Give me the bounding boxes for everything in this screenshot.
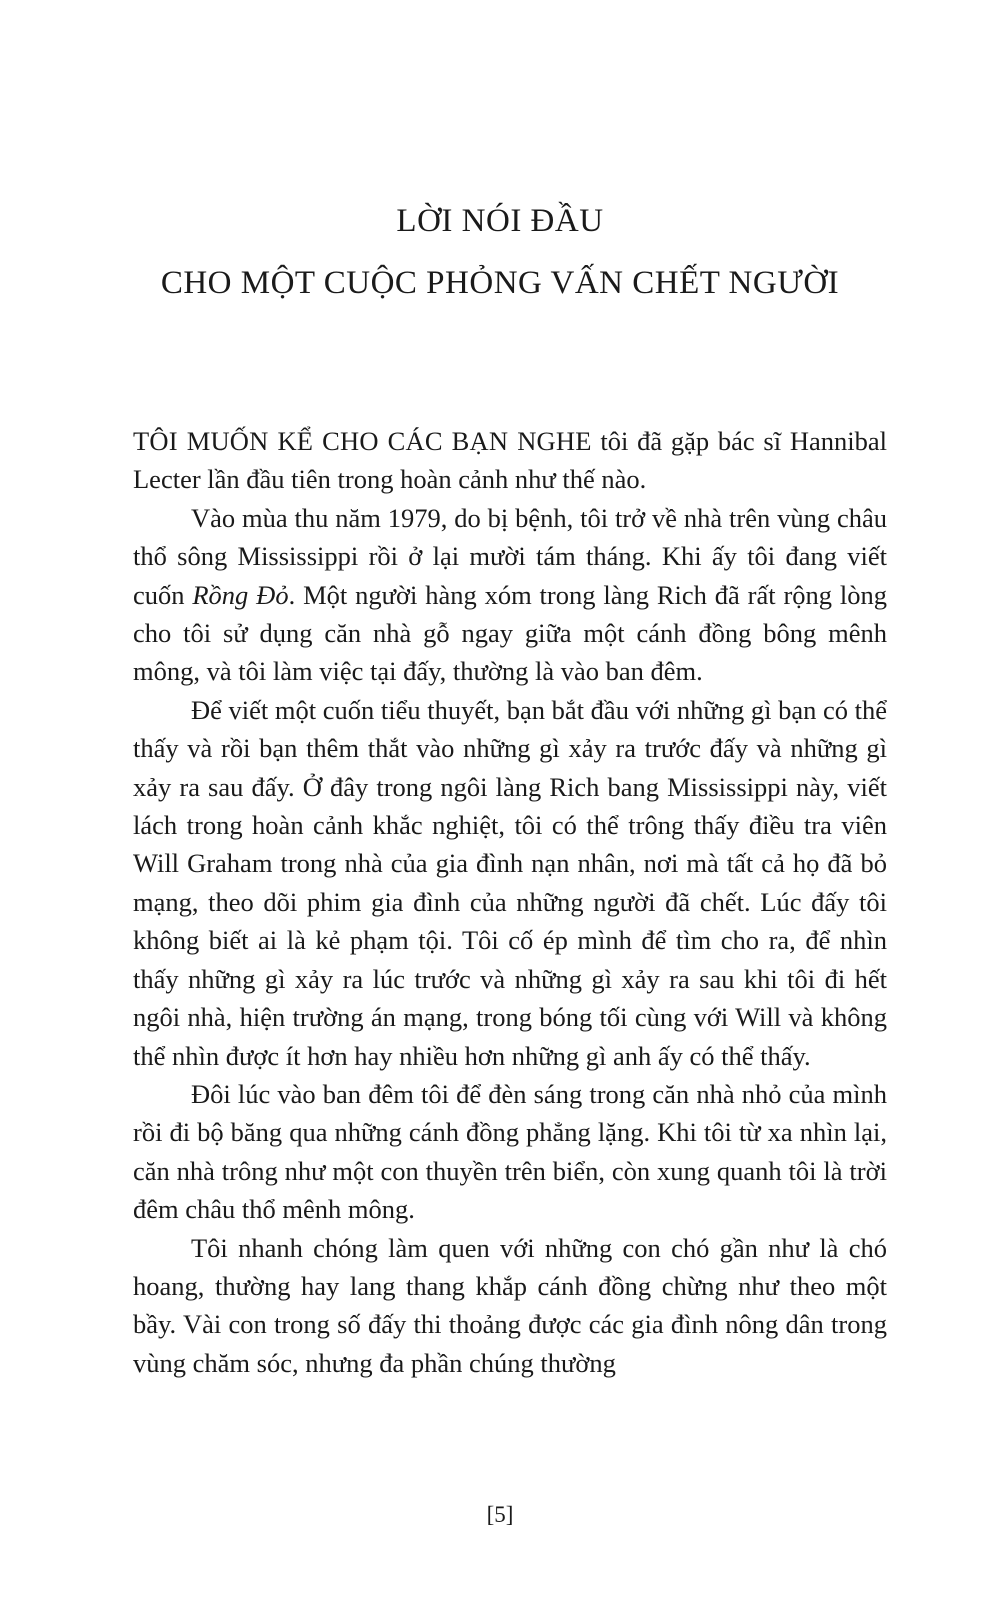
paragraph-1-text: tôi đã gặp bác sĩ Hannibal Lecter lần đầu tiên trong hoàn cảnh như thế nào. [133,426,887,495]
paragraph-2-text-before: Vào mùa thu năm 1979, do bị bệnh, tôi trở về nhà trên vùng châu thổ sông Mississippi rồi ở lại mười tám tháng. Khi ấy tôi đang viết cuốn [133,502,887,610]
paragraph-2-text-after: . Một người hàng xóm trong làng Rich đã rất rộng lòng cho tôi sử dụng căn nhà gỗ ngay giữa một cánh đồng bông mênh mông, và tôi làm việc tại đấy, thường là vào ban đêm. [133,579,887,687]
chapter-title: LỜI NÓI ĐẦU [396,203,604,239]
body-text [133,422,887,1382]
paragraph-2 [133,499,887,691]
chapter-heading [0,190,1000,314]
paragraph-3: Để viết một cuốn tiểu thuyết, bạn bắt đầu với những gì bạn có thể thấy và rồi bạn thêm thắt vào những gì xảy ra trước đấy và những gì xảy ra sau đấy. Ở đây trong ngôi làng Rich bang Mississippi này, viết lách trong hoàn cảnh khắc nghiệt, tôi có thể trông thấy điều tra viên Will Graham trong nhà của gia đình nạn nhân, nơi mà tất cả họ đã bỏ mạng, theo dõi phim gia đình của những người đã chết. Lúc đấy tôi không biết ai là kẻ phạm tội. Tôi cố ép mình để tìm cho ra, để nhìn thấy những gì xảy ra lúc trước và những gì xảy ra sau khi tôi đi hết ngôi nhà, hiện trường án mạng, trong bóng tối cùng với Will và không thể nhìn được ít hơn hay nhiều hơn những gì anh ấy có thể thấy. [133,694,887,1071]
book-title: Rồng Đỏ [192,579,289,610]
paragraph-5: Tôi nhanh chóng làm quen với những con chó gần như là chó hoang, thường hay lang thang khắp cánh đồng chừng như theo một bầy. Vài con trong số đấy thi thoảng được các gia đình nông dân trong vùng chăm sóc, nhưng đa phần chúng thường [133,1232,887,1378]
page-number: [5] [486,1502,514,1527]
paragraph-lead-caps: TÔI MUỐN KỂ CHO CÁC BẠN NGHE [133,426,592,456]
chapter-subtitle: CHO MỘT CUỘC PHỎNG VẤN CHẾT NGƯỜI [160,265,840,301]
paragraph-1 [133,422,887,499]
paragraph-4: Đôi lúc vào ban đêm tôi để đèn sáng trong căn nhà nhỏ của mình rồi đi bộ băng qua những cánh đồng phẳng lặng. Khi tôi từ xa nhìn lại, căn nhà trông như một con thuyền trên biển, còn xung quanh tôi là trời đêm châu thổ mênh mông. [133,1078,887,1225]
